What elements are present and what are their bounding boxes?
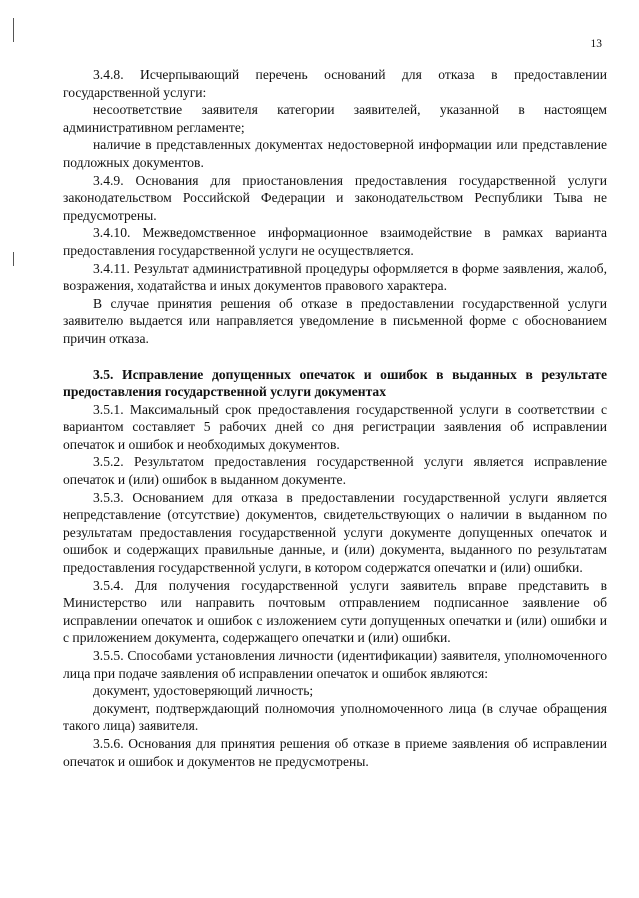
document-page bbox=[63, 0, 607, 898]
paragraph-3-5-5: 3.5.5. Способами установления личности (идентификации) заявителя, уполномоченного лица при подаче заявления об исправлении опечаток и ошибок являются: bbox=[63, 648, 607, 681]
paragraph-refusal-ground-1: несоответствие заявителя категории заявителей, указанной в настоящем административном регламенте; bbox=[63, 102, 607, 135]
section-heading-3-5: 3.5. Исправление допущенных опечаток и ошибок в выданных в результате предоставления государственной услуги документах bbox=[63, 366, 607, 400]
paragraph-identity-doc: документ, удостоверяющий личность; bbox=[93, 683, 314, 699]
paragraph-3-4-11: 3.4.11. Результат административной процедуры оформляется в форме заявления, жалоб, возражения, ходатайства и иных документов правового характера. bbox=[63, 260, 607, 294]
paragraph-refusal-notice: В случае принятия решения об отказе в предоставлении государственной услуги заявителю выдается или направляется уведомление в письменной форме с обоснованием причин отказа. bbox=[63, 295, 607, 346]
paragraph-3-5-4: 3.5.4. Для получения государственной услуги заявитель вправе представить в Министерство или направить почтовым отправлением подписанное заявление об исправлении опечаток и ошибок с изложением сути допущенных опечатки и (или) ошибки и с приложением документа, содержащего опечатки и (или) ошибки. bbox=[63, 577, 607, 646]
document-body bbox=[63, 66, 607, 770]
scan-margin-mark bbox=[13, 18, 14, 42]
paragraph-3-4-8: 3.4.8. Исчерпывающий перечень оснований для отказа в предоставлении государственной услуги: bbox=[63, 67, 607, 100]
paragraph-3-4-10: 3.4.10. Межведомственное информационное взаимодействие в рамках варианта предоставления государственной услуги не осуществляется. bbox=[63, 225, 607, 258]
paragraph-3-5-1: 3.5.1. Максимальный срок предоставления государственной услуги в соответствии с вариантом составляет 5 рабочих дней со дня регистрации заявления об исправлении опечаток и ошибок и необходимых документов. bbox=[63, 401, 607, 452]
paragraph-authority-doc: документ, подтверждающий полномочия уполномоченного лица (в случае обращения такого лица) заявителя. bbox=[63, 700, 607, 734]
paragraph-3-4-9: 3.4.9. Основания для приостановления предоставления государственной услуги законодательством Российской Федерации и законодательством Республики Тыва не предусмотрены. bbox=[63, 172, 607, 223]
paragraph-3-5-2: 3.5.2. Результатом предоставления государственной услуги является исправление опечаток и (или) ошибок в выданном документе. bbox=[63, 454, 607, 488]
paragraph-3-5-6: 3.5.6. Основания для принятия решения об отказе в приеме заявления об исправлении опечаток и ошибок и документов не предусмотрены. bbox=[63, 735, 607, 769]
paragraph-refusal-ground-2: наличие в представленных документах недостоверной информации или представление подложных документов. bbox=[63, 137, 607, 170]
page-number: 13 bbox=[590, 38, 602, 50]
scan-margin-mark bbox=[13, 252, 14, 266]
paragraph-3-5-3: 3.5.3. Основанием для отказа в предоставлении государственной услуги является непредставление (отсутствие) документов, свидетельствующих о наличии в выданном по результатам предоставления государственной услуги документе допущенных опечаток и ошибок и содержащих правильные данные, и (или) документа, выданного по результатам предоставления государственной услуги, в котором содержатся опечатки и (или) ошибки. bbox=[63, 489, 607, 576]
